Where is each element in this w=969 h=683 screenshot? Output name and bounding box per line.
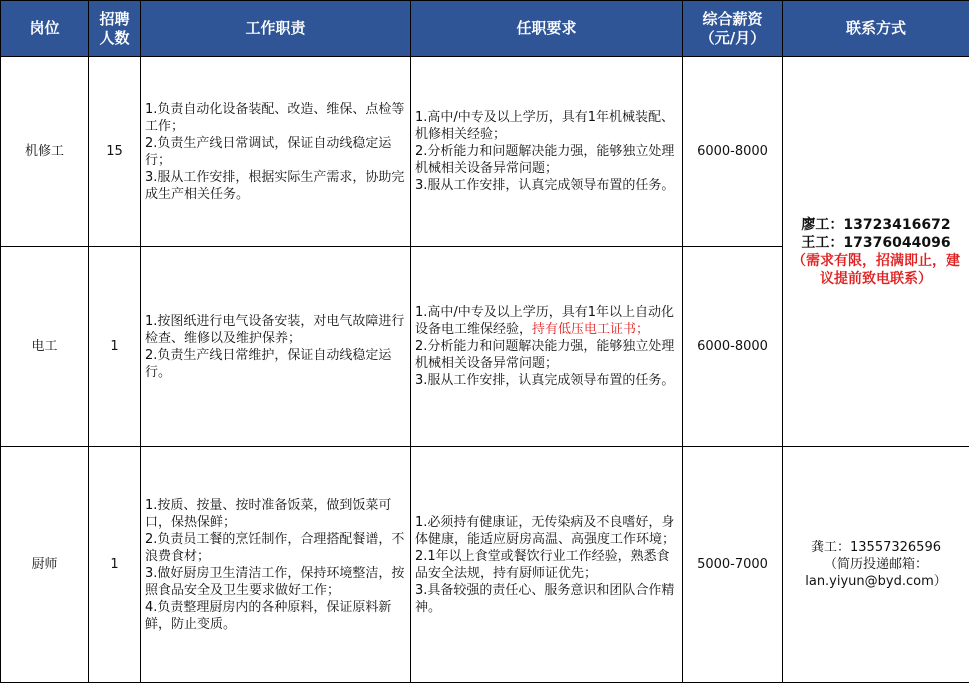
duty-line: 2.负责生产线日常调试，保证自动线稳定运行； [145,135,406,169]
duty-line: 3.做好厨房卫生清洁工作，保持环境整洁，按照食品安全及卫生要求做好工作； [145,565,406,599]
duty-line: 1.按质、按量、按时准备饭菜，做到饭菜可口，保热保鲜； [145,497,406,531]
duties-cell [141,57,411,247]
contact-line: 王工：17376044096 [784,234,968,252]
header-duties: 工作职责 [141,1,411,57]
requirement-line: 3.服从工作安排，认真完成领导布置的任务。 [415,372,678,389]
requirement-line: 3.具备较强的责任心、服务意识和团队合作精神。 [415,582,678,616]
requirement-line: 1.必须持有健康证，无传染病及不良嗜好，身体健康，能适应厨房高温、高强度工作环境； [415,514,678,548]
duty-line: 2.负责员工餐的烹饪制作，合理搭配餐谱，不浪费食材； [145,531,406,565]
header-position: 岗位 [1,1,89,57]
position-cell: 机修工 [1,57,89,247]
requirement-line: 2.分析能力和问题解决能力强，能够独立处理机械相关设备异常问题； [415,338,678,372]
headcount-cell: 15 [89,57,141,247]
duty-line: 1.按图纸进行电气设备安装，对电气故障进行检查、维修以及维护保养； [145,313,406,347]
requirement-line: 2.1年以上食堂或餐饮行业工作经验，熟悉食品安全法规，持有厨师证优先； [415,548,678,582]
position-cell: 厨师 [1,447,89,683]
contact-email: lan.yiyun@byd.com） [784,573,968,590]
contact-cell-shared [783,57,969,447]
header-headcount: 招聘人数 [89,1,141,57]
contact-line: 廖工：13723416672 [784,216,968,234]
headcount-cell: 1 [89,447,141,683]
header-contact: 联系方式 [783,1,969,57]
duty-line: 3.服从工作安排，根据实际生产需求，协助完成生产相关任务。 [145,169,406,203]
table-row-chef [1,447,969,683]
contact-line: 龚工：13557326596 [784,539,968,556]
contact-cell-chef [783,447,969,683]
requirements-cell [411,57,683,247]
salary-cell: 5000-7000 [683,447,783,683]
header-row [1,1,969,57]
duty-line: 4.负责整理厨房内的各种原料，保证原料新鲜，防止变质。 [145,599,406,633]
requirement-line [415,304,678,338]
headcount-cell: 1 [89,247,141,447]
requirement-line: 1.高中/中专及以上学历，具有1年机械装配、机修相关经验； [415,109,678,143]
position-cell: 电工 [1,247,89,447]
duties-cell [141,447,411,683]
duty-line: 1.负责自动化设备装配、改造、维保、点检等工作； [145,101,406,135]
duty-line: 2.负责生产线日常维护，保证自动线稳定运行。 [145,347,406,381]
requirements-cell [411,447,683,683]
requirement-highlight: 持有低压电工证书； [532,322,649,337]
salary-cell: 6000-8000 [683,57,783,247]
contact-note: （需求有限，招满即止，建议提前致电联系） [784,252,968,288]
requirement-line: 3.服从工作安排，认真完成领导布置的任务。 [415,177,678,194]
requirements-cell [411,247,683,447]
contact-line: （简历投递邮箱： [784,556,968,573]
requirement-line: 2.分析能力和问题解决能力强，能够独立处理机械相关设备异常问题； [415,143,678,177]
requirement-text: 1.高中/中专及以上学历，具有1年以上自动化设备电工维保经验， [415,305,674,337]
table-row-mechanic [1,57,969,247]
header-salary: 综合薪资（元/月） [683,1,783,57]
header-requirements: 任职要求 [411,1,683,57]
salary-cell: 6000-8000 [683,247,783,447]
duties-cell [141,247,411,447]
